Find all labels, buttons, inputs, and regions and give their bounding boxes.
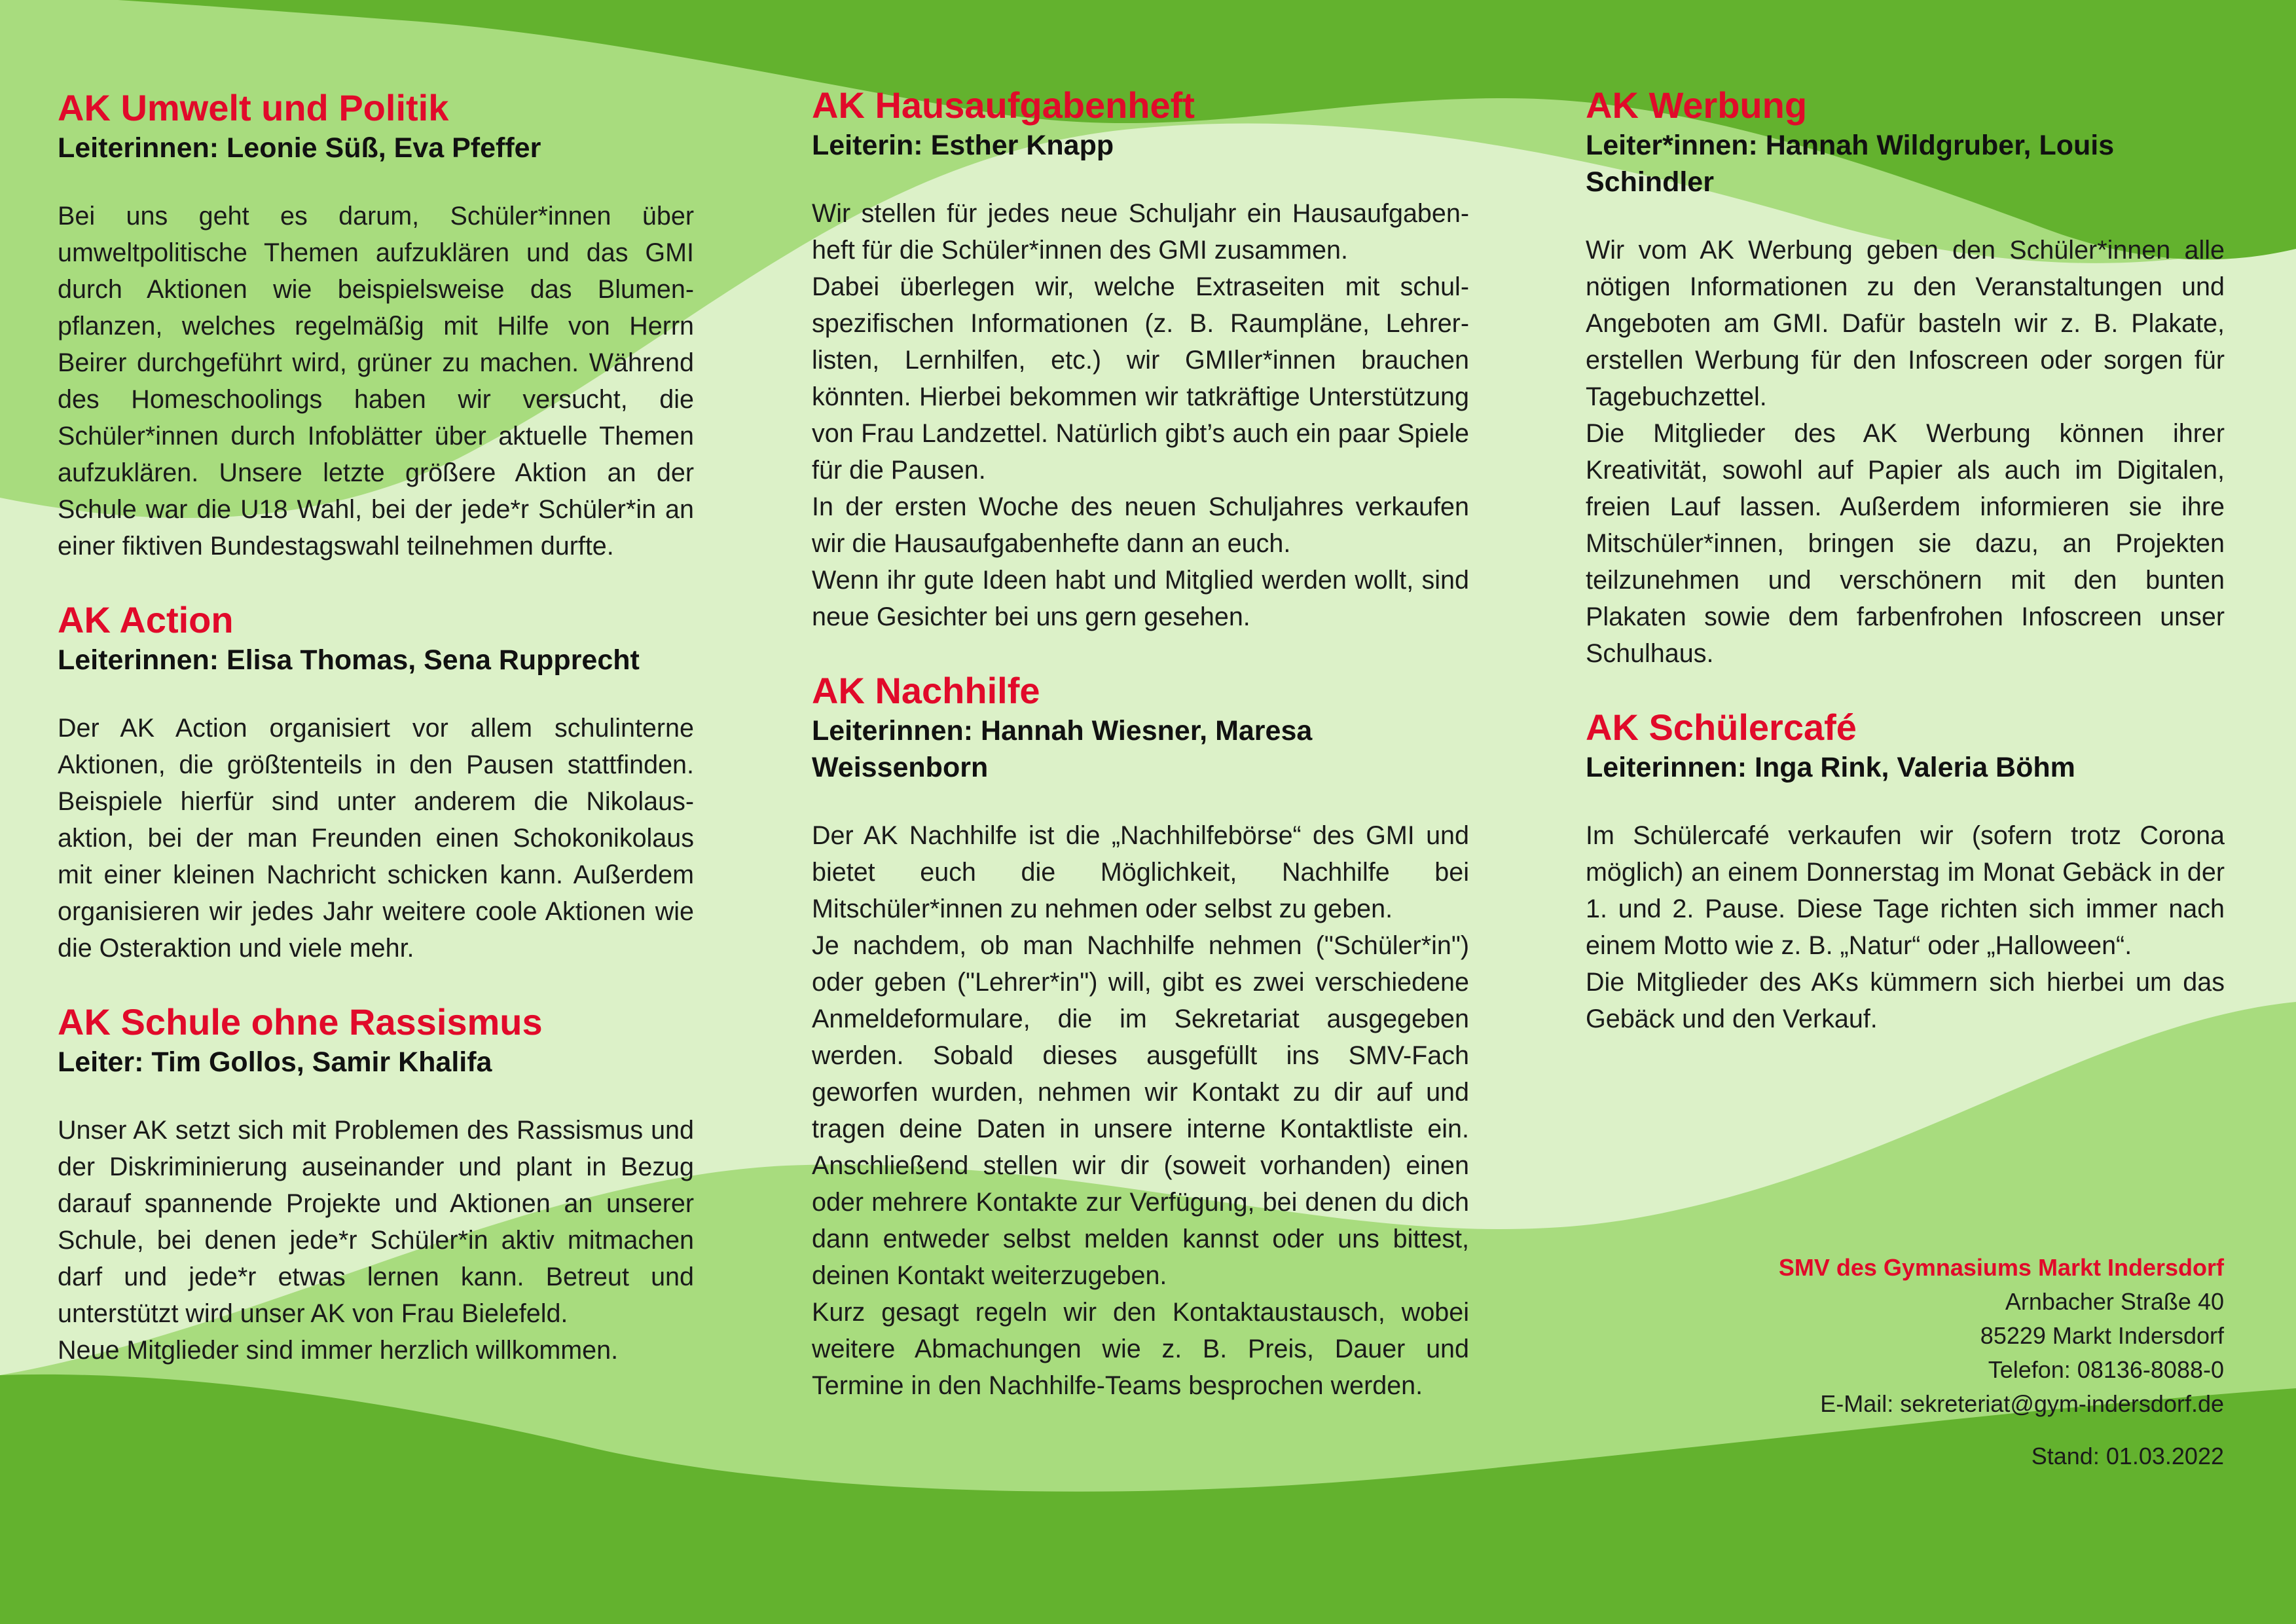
section-leaders: Leiterinnen: Inga Rink, Valeria Böhm [1586, 752, 2075, 783]
contact-org: SMV des Gymnasiums Markt Indersdorf [1778, 1254, 2224, 1281]
section-leaders: Leiter: Tim Gollos, Samir Khalifa [58, 1046, 492, 1078]
section-title: AK Action [58, 599, 234, 640]
section-title: AK Schule ohne Rassismus [58, 1001, 543, 1043]
section-body [812, 195, 1469, 635]
paragraph: Wenn ihr gute Ideen habt und Mitglied werden wollt, sind neue Gesichter bei uns gern gesehen. [812, 566, 1469, 631]
section-umwelt [58, 86, 694, 564]
spacer [1635, 1421, 2224, 1439]
section-title: AK Werbung [1586, 84, 1808, 126]
column-right [1586, 84, 2225, 1071]
paragraph: Der AK Nachhilfe ist die „Nachhilfebörse“ des GMI und bietet euch die Möglichkeit, Nachhilfe bei Mitschüler*innen zu nehmen oder selbst zu geben. [812, 821, 1469, 923]
section-rassismus [58, 1001, 694, 1369]
section-leaders: Leiterinnen: Hannah Wiesner, Maresa Weissenborn [812, 715, 1313, 783]
section-body [812, 817, 1469, 1404]
section-werbung [1586, 84, 2225, 672]
paragraph: Der AK Action organisiert vor allem schulinterne Aktionen, die größtenteils in den Pausen stattfinden. Beispiele hierfür sind unter anderem die Nikolausaktion, bei der man Freunden einen Schokonikolaus mit einer kleinen Nachricht schicken kann. Außerdem organisieren wir jedes Jahr weitere coole Aktionen wie die Osteraktion und viele mehr. [58, 714, 694, 963]
paragraph: Wir stellen für jedes neue Schuljahr ein Hausaufgabenheft für die Schüler*innen des GMI zusammen. [812, 199, 1469, 265]
contact-block [1635, 1251, 2224, 1473]
section-nachhilfe [812, 669, 1469, 1404]
paragraph: Bei uns geht es darum, Schüler*innen über umweltpolitische Themen aufzuklären und das GMI durch Aktionen wie beispielsweise das Blumenpflanzen, welches regelmäßig mit Hilfe von Herrn Beirer durchgeführt wird, grüner zu machen. Während des Homeschoolings haben wir versucht, die Schüler*innen durch Infoblätter über aktuelle Themen aufzuklären. Unsere letzte größere Aktion an der Schule war die U18 Wahl, bei der jede*r Schüler*in an einer fiktiven Bundestagswahl teilnehmen durfte. [58, 202, 694, 561]
paragraph: Die Mitglieder des AKs kümmern sich hierbei um das Gebäck und den Verkauf. [1586, 968, 2225, 1033]
section-title: AK Hausaufgabenheft [812, 84, 1195, 126]
contact-street: Arnbacher Straße 40 [2005, 1288, 2224, 1315]
contact-date: Stand: 01.03.2022 [2031, 1443, 2224, 1469]
paragraph: Neue Mitglieder sind immer herzlich willkommen. [58, 1336, 619, 1365]
paragraph: Im Schülercafé verkaufen wir (sofern trotz Corona möglich) an einem Donnerstag im Monat Gebäck in der 1. und 2. Pause. Diese Tage richten sich immer nach einem Motto wie z. B. „Natur“ oder „Halloween“. [1586, 821, 2225, 960]
section-title: AK Nachhilfe [812, 670, 1040, 711]
section-body [1586, 232, 2225, 672]
section-leaders: Leiter*innen: Hannah Wildgruber, Louis Schindler [1586, 130, 2115, 198]
section-body [58, 1112, 694, 1369]
section-title: AK Schülercafé [1586, 707, 1857, 748]
section-body [1586, 817, 2225, 1037]
column-left [58, 86, 694, 1403]
column-middle [812, 84, 1469, 1438]
paragraph: Die Mitglieder des AK Werbung können ihrer Kreativität, sowohl auf Papier als auch im Digitalen, freien Lauf lassen. Außerdem informieren sie ihre Mitschüler*innen, bringen sie dazu, an Projekten teilzunehmen und verschönern mit den bunten Plakaten sowie dem farbenfrohen Infoscreen unser Schulhaus. [1586, 419, 2225, 668]
section-leaders: Leiterinnen: Elisa Thomas, Sena Rupprecht [58, 644, 640, 676]
paragraph: Unser AK setzt sich mit Problemen des Rassismus und der Diskriminierung auseinander und plant in Bezug darauf spannende Projekte und Aktionen an unserer Schule, bei denen jede*r Schüler*in aktiv mitmachen darf und jede*r etwas lernen kann. Betreut und unterstützt wird unser AK von Frau Bielefeld. [58, 1116, 694, 1328]
paragraph: Dabei überlegen wir, welche Extraseiten mit schulspezifischen Informationen (z. B. Raumpläne, Lehrerlisten, Lernhilfen, etc.) wir GMIler*innen brauchen könnten. Hierbei bekommen wir tatkräftige Unterstützung von Frau Landzettel. Natürlich gibt’s auch ein paar Spiele für die Pausen. [812, 272, 1469, 485]
section-body [58, 198, 694, 564]
section-title: AK Umwelt und Politik [58, 87, 449, 128]
section-body [58, 710, 694, 967]
contact-city: 85229 Markt Indersdorf [1980, 1322, 2224, 1349]
section-hausaufgabenheft [812, 84, 1469, 635]
section-action [58, 599, 694, 967]
paragraph: Wir vom AK Werbung geben den Schüler*innen alle nötigen Informationen zu den Veranstaltungen und Angeboten am GMI. Dafür basteln wir z. B. Plakate, erstellen Werbung für den Infoscreen oder sorgen für Tagebuchzettel. [1586, 236, 2225, 411]
section-leaders: Leiterinnen: Leonie Süß, Eva Pfeffer [58, 132, 541, 164]
section-schuelercafe [1586, 706, 2225, 1037]
section-leaders: Leiterin: Esther Knapp [812, 130, 1114, 161]
contact-phone: Telefon: 08136-8088-0 [1988, 1356, 2224, 1383]
contact-email[interactable]: E-Mail: sekreteriat@gym-indersdorf.de [1820, 1390, 2224, 1417]
paragraph: In der ersten Woche des neuen Schuljahres verkaufen wir die Hausaufgabenhefte dann an euch. [812, 492, 1469, 558]
paragraph: Je nachdem, ob man Nachhilfe nehmen ("Schüler*in") oder geben ("Lehrer*in") will, gibt es zwei verschiedene Anmeldeformulare, die im Sekretariat ausgegeben werden. Sobald dieses ausgefüllt ins SMV-Fach geworfen wurden, nehmen wir Kontakt zu dir auf und tragen deine Daten in unsere interne Kontaktliste ein. Anschließend stellen wir dir (soweit vorhanden) einen oder mehrere Kontakte zur Verfügung, bei denen du dich dann entweder selbst melden kannst oder uns bittest, deinen Kontakt weiterzugeben. [812, 931, 1469, 1290]
paragraph: Kurz gesagt regeln wir den Kontaktaustausch, wobei weitere Abmachungen wie z. B. Preis, Dauer und Termine in den Nachhilfe-Teams besprochen werden. [812, 1298, 1469, 1400]
